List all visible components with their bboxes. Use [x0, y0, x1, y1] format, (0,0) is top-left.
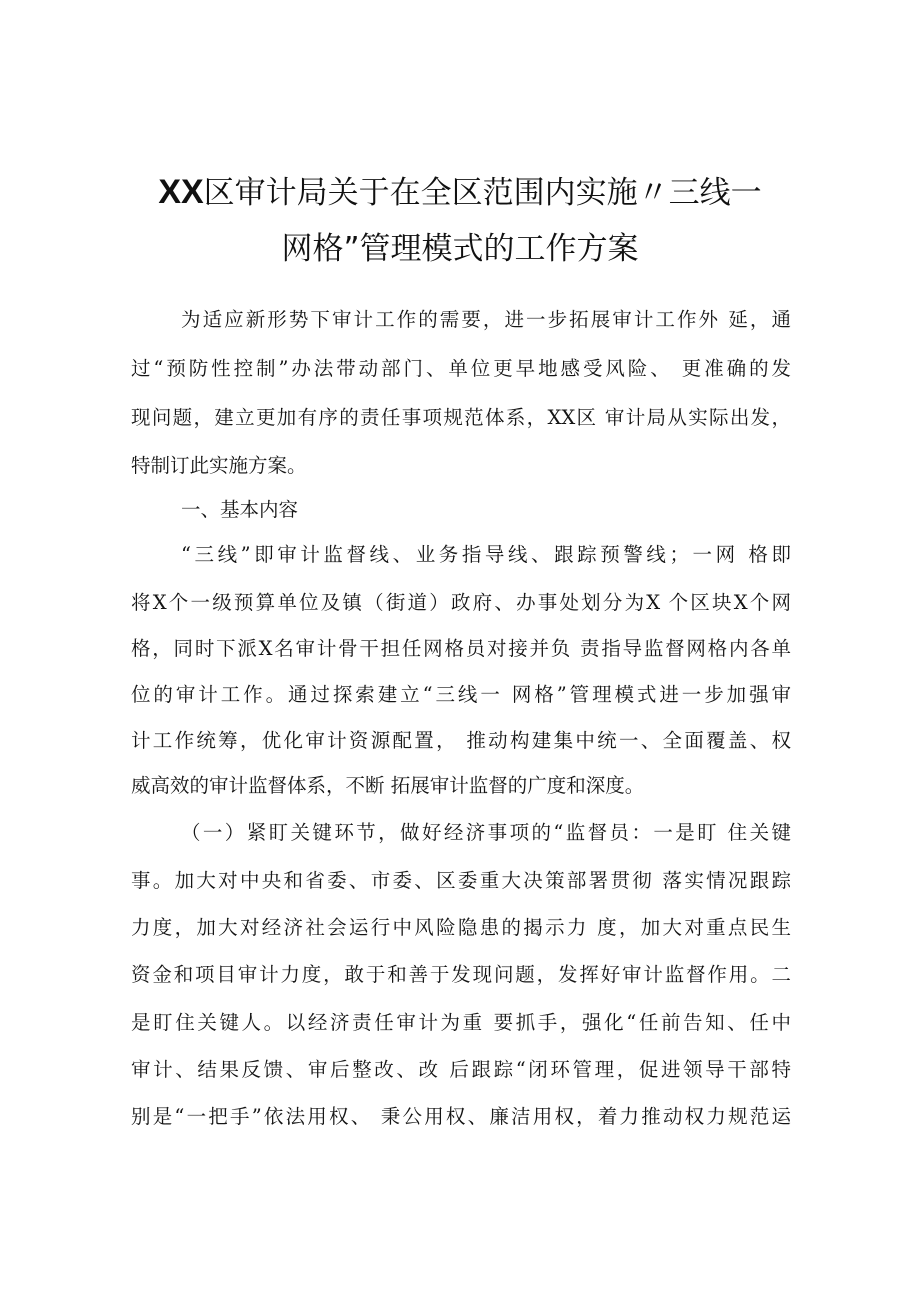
title-xx-prefix: XX [158, 173, 204, 211]
paragraph-line: 审计、结果反馈、审后整改、改 后跟踪“闭环管理，促进领导干部特 [131, 1058, 791, 1081]
paragraph-line: 事。加大对中央和省委、市委、区委重大决策部署贯彻 落实情况跟踪 [131, 869, 791, 892]
paragraph-line: 力度，加大对经济社会运行中风险隐患的揭示力 度，加大对重点民生 [131, 916, 791, 939]
paragraph-line: 现问题，建立更加有序的责任事项规范体系，XX区 审计局从实际出发， [131, 406, 791, 429]
paragraph-line: 特制订此实施方案。 [131, 454, 307, 477]
section-heading: 一、基本内容 [181, 498, 299, 521]
document-title-line-2: 网格”管理模式的工作方案 [281, 231, 639, 267]
paragraph-line: （一）紧盯关键环节，做好经济事项的“监督员：一是盯 住关键 [181, 821, 791, 844]
paragraph-line: 为适应新形势下审计工作的需要，进一步拓展审计工作外 延，通 [181, 308, 791, 331]
paragraph-line: 格，同时下派X名审计骨干担任网格员对接并负 责指导监督网格内各单 [131, 637, 791, 660]
paragraph-line: 将X个一级预算单位及镇（街道）政府、办事处划分为X 个区块X个网 [131, 591, 791, 614]
paragraph-line: 过“预防性控制”办法带动部门、单位更早地感受风险、 更准确的发 [131, 357, 791, 380]
paragraph-line: 是盯住关键人。以经济责任审计为重 要抓手，强化“任前告知、任中 [131, 1011, 791, 1034]
paragraph-line: 资金和项目审计力度，敢于和善于发现问题，发挥好审计监督作用。二 [131, 963, 791, 986]
document-title-line-1 [120, 172, 800, 213]
paragraph-line: “三线”即审计监督线、业务指导线、跟踪预警线；一网 格即 [181, 543, 791, 566]
paragraph-line: 别是“一把手”依法用权、 秉公用权、廉洁用权，着力推动权力规范运 [131, 1105, 791, 1128]
title-line-1-text: 区审计局关于在全区范围内实施〃三线一 [203, 175, 762, 211]
paragraph-line: 位的审计工作。通过探索建立“三线一 网格”管理模式进一步加强审 [131, 683, 791, 706]
paragraph-line: 计工作统筹，优化审计资源配置， 推动构建集中统一、全面覆盖、权 [131, 729, 791, 752]
paragraph-line: 威高效的审计监督体系，不断 拓展审计监督的广度和深度。 [131, 774, 645, 797]
